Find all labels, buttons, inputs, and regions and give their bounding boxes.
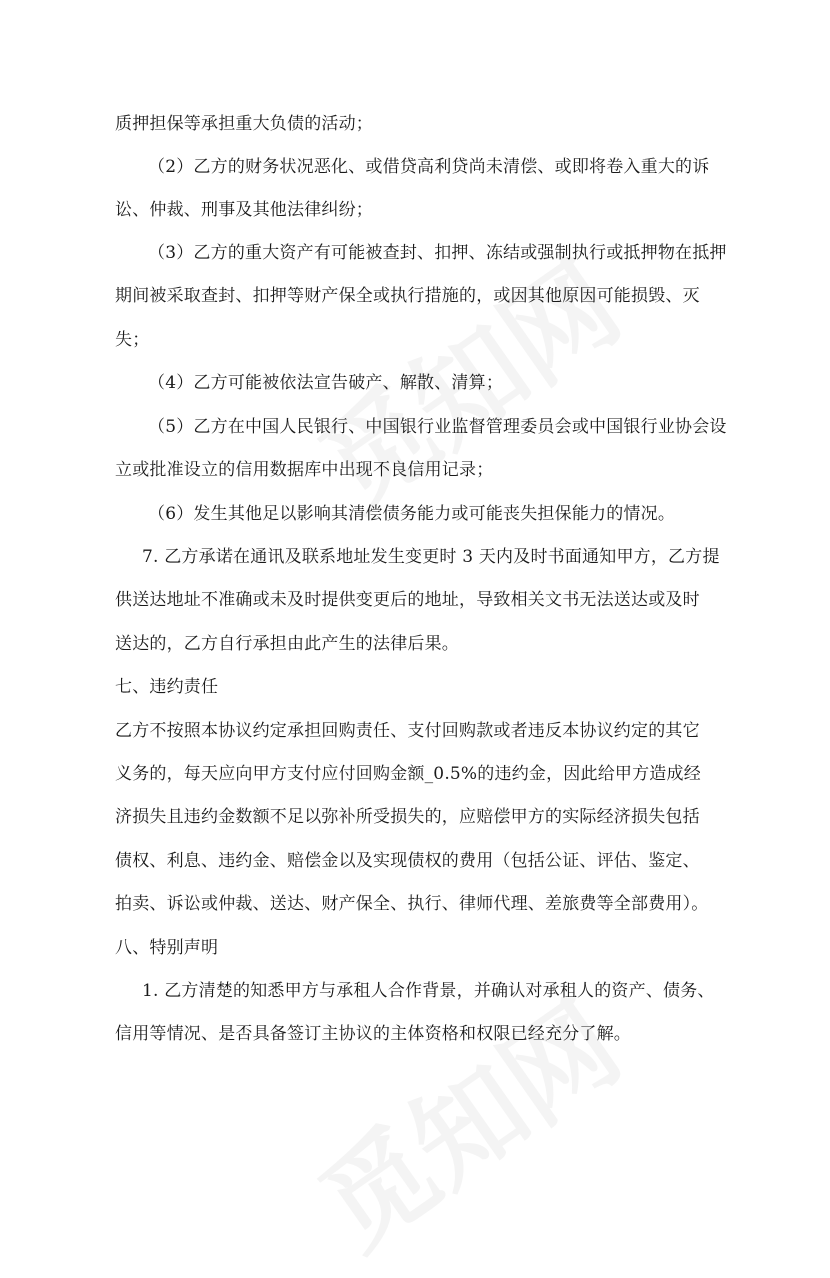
- text-line: 讼、仲裁、刑事及其他法律纠纷；: [115, 200, 373, 220]
- section-heading: 七、违约责任: [115, 677, 219, 697]
- text-line: （4）乙方可能被依法宣告破产、解散、清算；: [148, 373, 504, 393]
- text-line: 济损失且违约金数额不足以弥补所受损失的，应赔偿甲方的实际经济损失包括: [115, 807, 700, 827]
- text-line: 7. 乙方承诺在通讯及联系地址发生变更时 3 天内及时书面通知甲方，乙方提: [142, 547, 720, 567]
- text-line: 乙方不按照本协议约定承担回购责任、支付回购款或者违反本协议约定的其它: [115, 721, 700, 741]
- text-line: 质押担保等承担重大负债的活动；: [115, 114, 373, 134]
- text-line: （6）发生其他足以影响其清偿债务能力或可能丧失担保能力的情况。: [148, 504, 676, 524]
- text-line: 立或批准设立的信用数据库中出现不良信用记录；: [115, 460, 494, 480]
- text-line: （3）乙方的重大资产有可能被查封、扣押、冻结或强制执行或抵押物在抵押: [148, 243, 727, 263]
- section-heading: 八、特别声明: [115, 938, 219, 958]
- watermark: [285, 960, 646, 1278]
- text-line: 拍卖、诉讼或仲裁、送达、财产保全、执行、律师代理、差旅费等全部费用）。: [115, 894, 709, 914]
- text-line: 信用等情况、是否具备签订主协议的主体资格和权限已经充分了解。: [115, 1024, 631, 1044]
- text-line: 债权、利息、违约金、赔偿金以及实现债权的费用（包括公证、评估、鉴定、: [115, 851, 700, 871]
- text-line: 失；: [115, 330, 150, 350]
- text-line: 送达的，乙方自行承担由此产生的法律后果。: [115, 634, 459, 654]
- text-line: （2）乙方的财务状况恶化、或借贷高利贷尚未清偿、或即将卷入重大的诉: [148, 157, 710, 177]
- text-line: （5）乙方在中国人民银行、中国银行业监督管理委员会或中国银行业协会设: [148, 417, 727, 437]
- text-line: 期间被采取查封、扣押等财产保全或执行措施的，或因其他原因可能损毁、灭: [115, 286, 700, 306]
- text-line: 供送达地址不准确或未及时提供变更后的地址，导致相关文书无法送达或及时: [115, 590, 700, 610]
- text-line: 义务的，每天应向甲方支付应付回购金额_0.5%的违约金，因此给甲方造成经: [115, 764, 701, 784]
- text-line: 1. 乙方清楚的知悉甲方与承租人合作背景，并确认对承租人的资产、债务、: [142, 981, 715, 1001]
